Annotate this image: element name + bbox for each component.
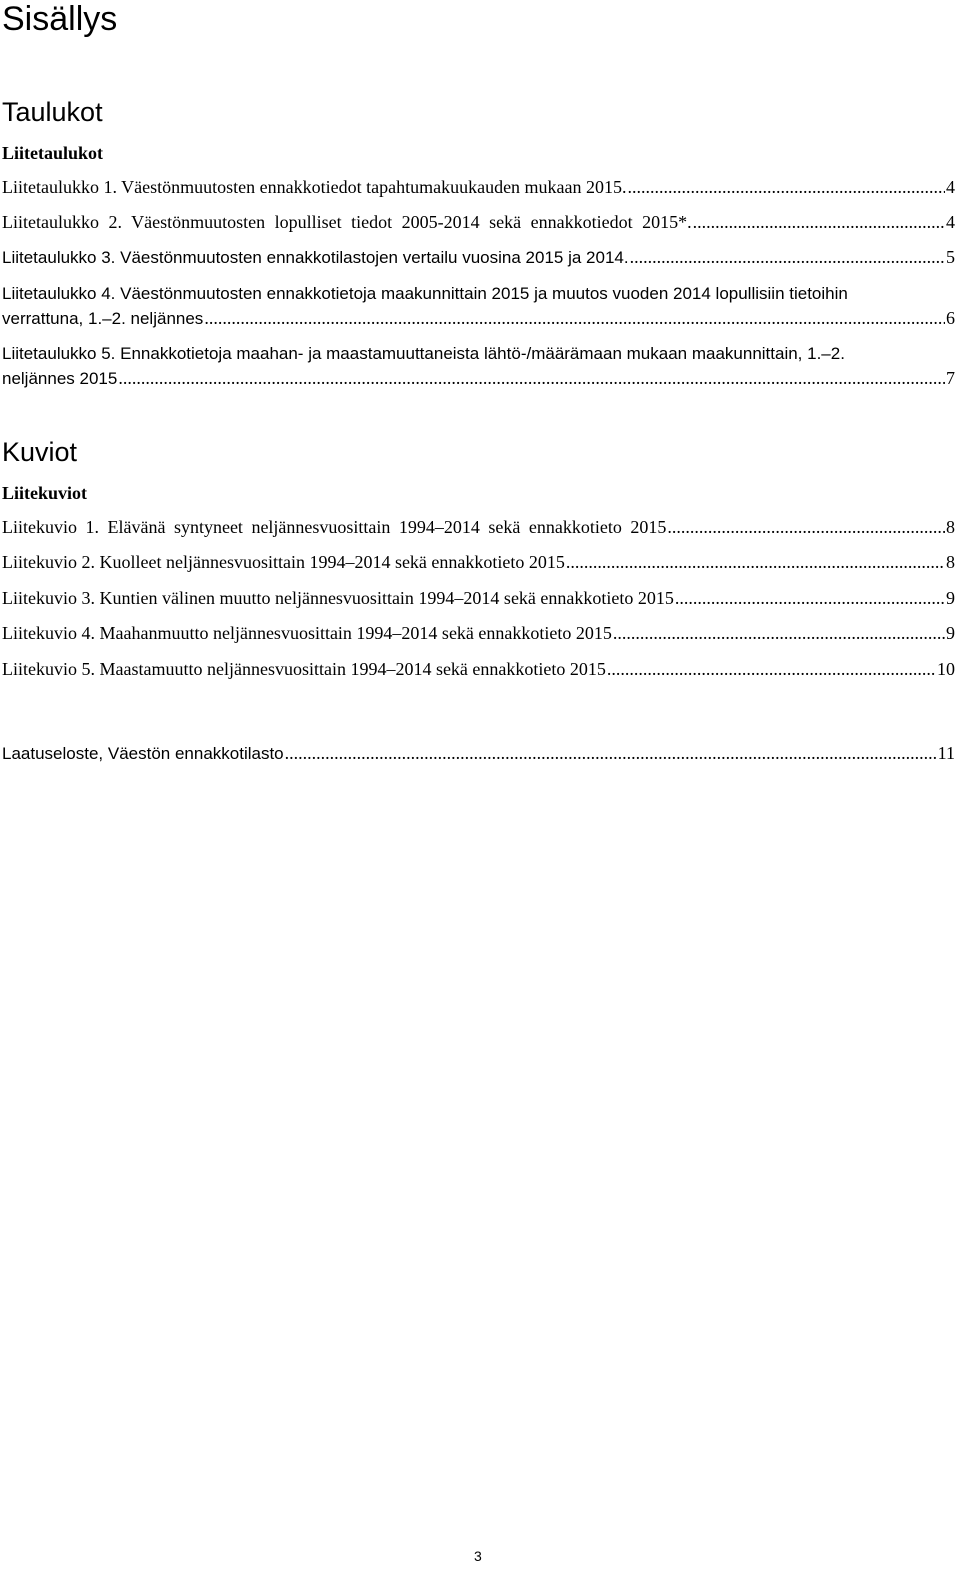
toc-entry-title: Liitekuvio 5. Maastamuutto neljännesvuosittain 1994–2014 sekä ennakkotieto 2015 xyxy=(2,659,606,679)
leader-dots xyxy=(118,366,945,390)
toc-page-number: 9 xyxy=(946,588,955,608)
subheading-appendix-tables: Liitetaulukot xyxy=(2,143,104,163)
section-heading-tables: Taulukot xyxy=(2,97,103,127)
toc-entry-table-3[interactable] xyxy=(2,245,955,270)
toc-page-number: 8 xyxy=(946,517,955,537)
section-heading-figures: Kuviot xyxy=(2,437,78,467)
subheading-appendix-figures: Liitekuviot xyxy=(2,483,88,503)
toc-entry-title: Liitekuvio 1. Elävänä syntyneet neljännesvuosittain 1994–2014 sekä ennakkotieto 2015 xyxy=(2,517,667,537)
toc-entry-title: Liitekuvio 4. Maahanmuutto neljännesvuosittain 1994–2014 sekä ennakkotieto 2015 xyxy=(2,623,612,643)
toc-page-number: 4 xyxy=(946,177,955,197)
leader-dots xyxy=(607,657,936,681)
leader-dots xyxy=(613,621,945,645)
leader-dots xyxy=(667,515,945,539)
toc-entry-table-2[interactable] xyxy=(2,210,955,234)
toc-page-number: 7 xyxy=(946,368,955,388)
page-number: 3 xyxy=(474,1548,482,1564)
toc-entry-figure-5[interactable] xyxy=(2,657,955,681)
toc-entry-figure-2[interactable] xyxy=(2,550,955,574)
toc-entry-title-line-2: verrattuna, 1.–2. neljännes xyxy=(2,309,204,328)
leader-dots xyxy=(566,550,945,574)
toc-entry-title-line-1: Liitetaulukko 4. Väestönmuutosten ennakkotietoja maakunnittain 2015 ja muutos vuoden 2014 lopullisiin tietoihin xyxy=(2,284,848,303)
toc-entry-figure-1[interactable] xyxy=(2,515,955,539)
toc-entry-quality-description[interactable] xyxy=(2,741,955,766)
toc-entry-figure-4[interactable] xyxy=(2,621,955,645)
toc-entry-title: Liitetaulukko 3. Väestönmuutosten ennakkotilastojen vertailu vuosina 2015 ja 2014. xyxy=(2,248,629,267)
toc-entry-table-5[interactable] xyxy=(2,342,955,391)
toc-page-number: 11 xyxy=(937,743,955,763)
toc-entry-figure-3[interactable] xyxy=(2,586,955,610)
toc-entry-title: Liitetaulukko 1. Väestönmuutosten ennakkotiedot tapahtumakuukauden mukaan 2015. xyxy=(2,177,627,197)
toc-page-number: 8 xyxy=(946,552,955,572)
toc-entry-table-1[interactable] xyxy=(2,175,955,199)
leader-dots xyxy=(628,175,945,199)
page-title: Sisällys xyxy=(2,0,118,38)
toc-entry-title: Liitekuvio 3. Kuntien välinen muutto neljännesvuosittain 1994–2014 sekä ennakkotieto 2015 xyxy=(2,588,674,608)
toc-entry-title-line-2: neljännes 2015 xyxy=(2,369,118,388)
toc-page-number: 6 xyxy=(946,308,955,328)
toc-page-number: 5 xyxy=(946,247,955,267)
toc-page-number: 9 xyxy=(946,623,955,643)
leader-dots xyxy=(285,741,937,765)
toc-page-number: 4 xyxy=(946,212,955,232)
toc-page-number: 10 xyxy=(937,659,955,679)
toc-entry-table-4[interactable] xyxy=(2,282,955,331)
leader-dots xyxy=(693,210,945,234)
leader-dots xyxy=(630,245,945,269)
toc-entry-title: Liitekuvio 2. Kuolleet neljännesvuosittain 1994–2014 sekä ennakkotieto 2015 xyxy=(2,552,565,572)
leader-dots xyxy=(204,306,945,330)
toc-entry-title-line-1: Liitetaulukko 5. Ennakkotietoja maahan- ja maastamuuttaneista lähtö-/määrämaan mukaan maakunnittain, 1.–2. xyxy=(2,344,845,363)
toc-entry-title: Laatuseloste, Väestön ennakkotilasto xyxy=(2,744,284,763)
leader-dots xyxy=(675,586,945,610)
toc-entry-title: Liitetaulukko 2. Väestönmuutosten lopulliset tiedot 2005-2014 sekä ennakkotiedot 2015*. xyxy=(2,212,692,232)
